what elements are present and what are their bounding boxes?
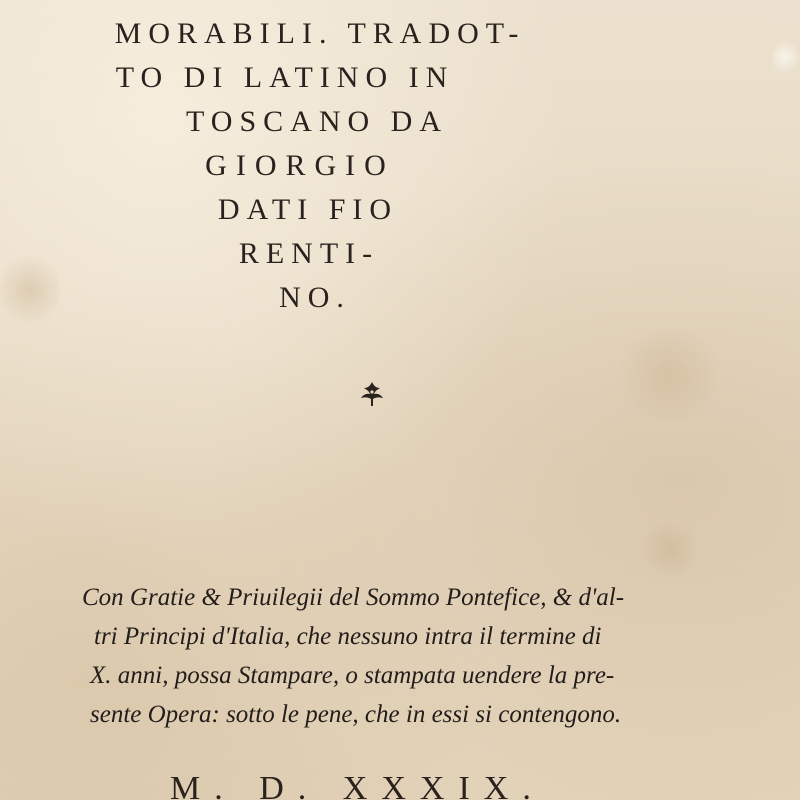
privilege-line: X. anni, possa Stampare, o stampata uendere la pre-: [90, 662, 615, 689]
paper-stain: [610, 330, 730, 420]
privilege-line: sente Opera: sotto le pene, che in essi si contengono.: [90, 701, 622, 728]
title-line: RENTI-: [238, 237, 380, 270]
privilege-line: Con Gratie & Priuilegii del Sommo Pontefice, & d'al-: [82, 584, 625, 611]
title-line: NO.: [279, 281, 351, 314]
title-line: DATI FIO: [217, 193, 399, 226]
privilege-statement: [82, 578, 702, 734]
title-line: TOSCANO DA: [186, 105, 448, 138]
paper-stain: [772, 40, 798, 74]
title-line: GIORGIO: [205, 149, 395, 182]
title-line: TO DI LATINO IN: [115, 61, 455, 94]
title-block: [0, 12, 740, 320]
paper-stain: [640, 520, 700, 580]
privilege-line: tri Principi d'Italia, che nessuno intra il termine di: [94, 623, 602, 650]
title-line: MORABILI. TRADOT-: [114, 17, 526, 50]
fleuron-ornament-icon: [356, 378, 388, 410]
imprint-date: M. D. XXXIX.: [170, 770, 545, 800]
